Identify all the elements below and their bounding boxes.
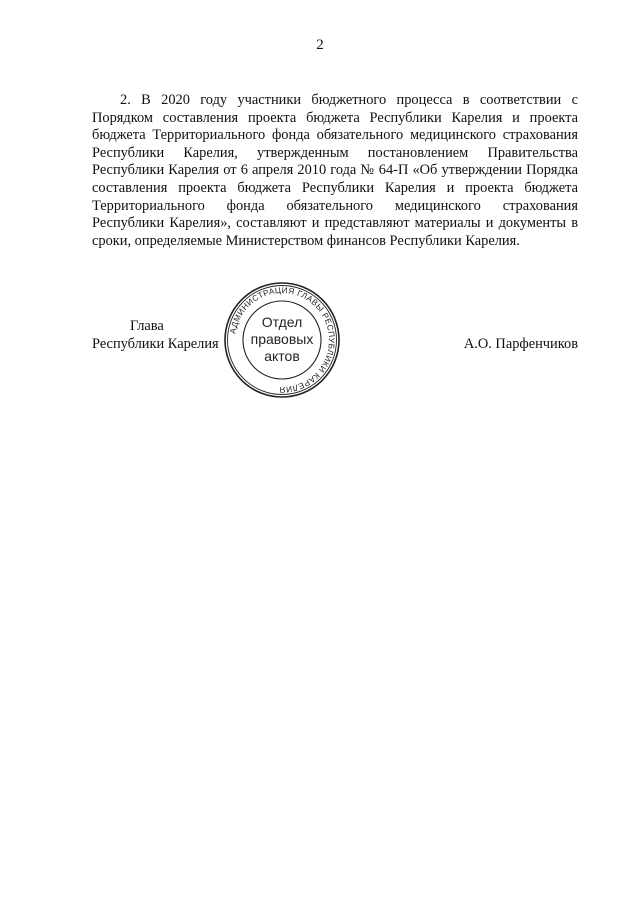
- stamp-center-line1: Отдел: [261, 314, 303, 330]
- official-stamp: [222, 280, 342, 400]
- stamp-seal: [222, 280, 342, 400]
- signature-title-line2: Республики Карелия: [92, 335, 219, 352]
- stamp-ring-text: АДМИНИСТРАЦИЯ ГЛАВЫ РЕСПУБЛИКИ КАРЕЛИЯ: [228, 285, 337, 395]
- signature-title-line1: Глава: [130, 318, 164, 334]
- page-number: 2: [316, 37, 324, 53]
- stamp-center-line2: правовых: [250, 331, 314, 347]
- body-paragraph: 2. В 2020 году участники бюджетного процесса в соответствии с Порядком составления проекта бюджета Республики Карелия и проекта бюджета Территориального фонда обязательного медицинского страхования Республики Карелия, утвержденным постановлением Правительства Республики Карелия от 6 апреля 2010 года № 64-П «Об утверждении Порядка составления проекта бюджета Республики Карелия и проекта бюджета Территориального фонда обязательного медицинского страхования Республики Карелия», составляют и представляют материалы и документы в сроки, определяемые Министерством финансов Республики Карелия.: [92, 92, 578, 249]
- stamp-center-line3: актов: [264, 348, 300, 364]
- signatory-name: А.О. Парфенчиков: [463, 336, 578, 352]
